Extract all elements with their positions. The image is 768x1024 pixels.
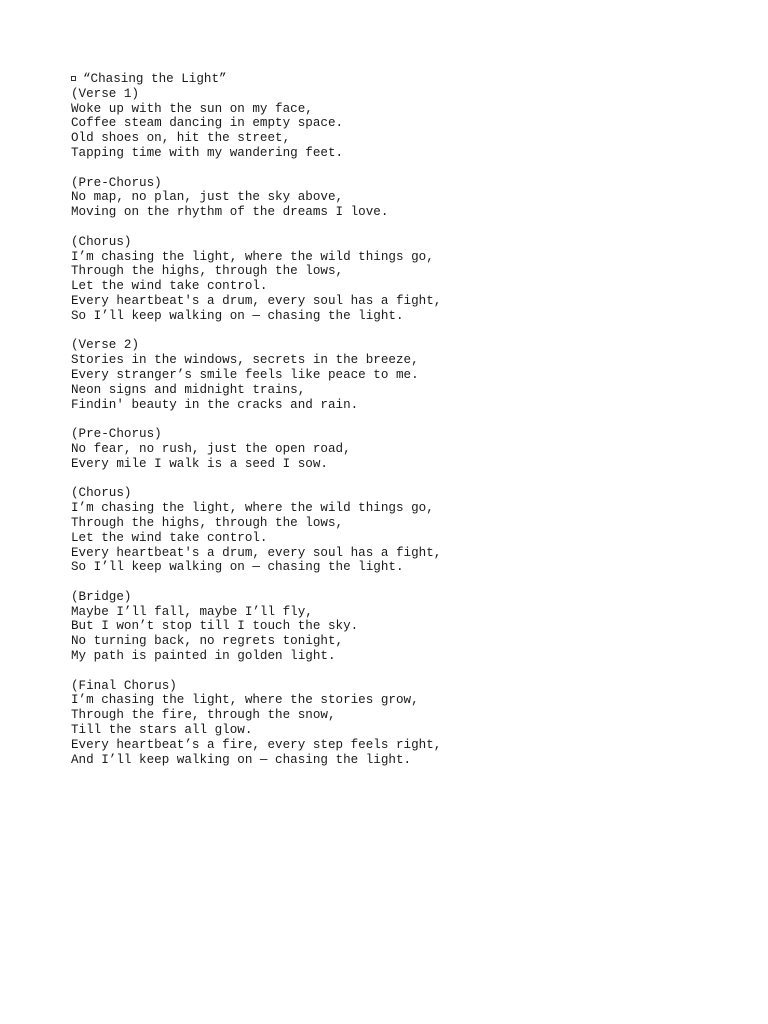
lyric-line: Let the wind take control. [71, 279, 268, 294]
lyric-line: I’m chasing the light, where the wild things go, [71, 501, 434, 516]
section-pre-chorus-1 [71, 176, 751, 220]
lyric-line: Through the fire, through the snow, [71, 708, 336, 723]
lyric-line: Stories in the windows, secrets in the breeze, [71, 353, 419, 368]
bullet-square-icon [71, 76, 76, 81]
song-title-line [71, 72, 751, 87]
lyric-line: So I’ll keep walking on — chasing the light. [71, 560, 404, 575]
section-label: (Verse 1) [71, 86, 140, 101]
lyric-line: Neon signs and midnight trains, [71, 382, 306, 397]
song-title: “Chasing the Light” [83, 72, 227, 86]
section-label: (Final Chorus) [71, 678, 177, 693]
lyric-line: Through the highs, through the lows, [71, 264, 344, 279]
section-label: (Bridge) [71, 589, 132, 604]
section-label: (Chorus) [71, 486, 132, 501]
lyric-line: No map, no plan, just the sky above, [71, 190, 344, 205]
section-label: (Chorus) [71, 234, 132, 249]
section-label: (Pre-Chorus) [71, 175, 162, 190]
lyric-line: Moving on the rhythm of the dreams I love. [71, 205, 389, 220]
lyric-line: Tapping time with my wandering feet. [71, 145, 344, 160]
lyric-line: Every stranger’s smile feels like peace to me. [71, 367, 419, 382]
lyric-line: No fear, no rush, just the open road, [71, 441, 351, 456]
lyric-line: Old shoes on, hit the street, [71, 131, 291, 146]
lyric-line: I’m chasing the light, where the stories grow, [71, 693, 419, 708]
section-verse-2 [71, 338, 751, 412]
lyric-line: Maybe I’ll fall, maybe I’ll fly, [71, 604, 313, 619]
lyric-line: Every heartbeat’s a fire, every step feels right, [71, 737, 442, 752]
lyric-line: My path is painted in golden light. [71, 649, 336, 664]
section-chorus-1 [71, 235, 751, 324]
lyrics-document [71, 72, 751, 782]
section-final-chorus [71, 679, 751, 768]
section-label: (Pre-Chorus) [71, 427, 162, 442]
lyric-line: And I’ll keep walking on — chasing the light. [71, 752, 412, 767]
lyric-line: Let the wind take control. [71, 530, 268, 545]
section-verse-1 [71, 87, 751, 161]
section-bridge [71, 590, 751, 664]
lyric-line: I’m chasing the light, where the wild things go, [71, 249, 434, 264]
lyric-line: Till the stars all glow. [71, 723, 253, 738]
lyric-line: Every mile I walk is a seed I sow. [71, 456, 328, 471]
section-chorus-2 [71, 486, 751, 575]
lyric-line: No turning back, no regrets tonight, [71, 634, 344, 649]
lyric-line: Findin' beauty in the cracks and rain. [71, 397, 359, 412]
section-pre-chorus-2 [71, 427, 751, 471]
lyric-line: Every heartbeat's a drum, every soul has a fight, [71, 293, 442, 308]
lyric-line: Every heartbeat's a drum, every soul has a fight, [71, 545, 442, 560]
lyric-line: Woke up with the sun on my face, [71, 101, 313, 116]
lyric-line: Through the highs, through the lows, [71, 515, 344, 530]
lyric-line: Coffee steam dancing in empty space. [71, 116, 344, 131]
lyric-line: So I’ll keep walking on — chasing the light. [71, 308, 404, 323]
lyric-line: But I won’t stop till I touch the sky. [71, 619, 359, 634]
section-label: (Verse 2) [71, 338, 140, 353]
